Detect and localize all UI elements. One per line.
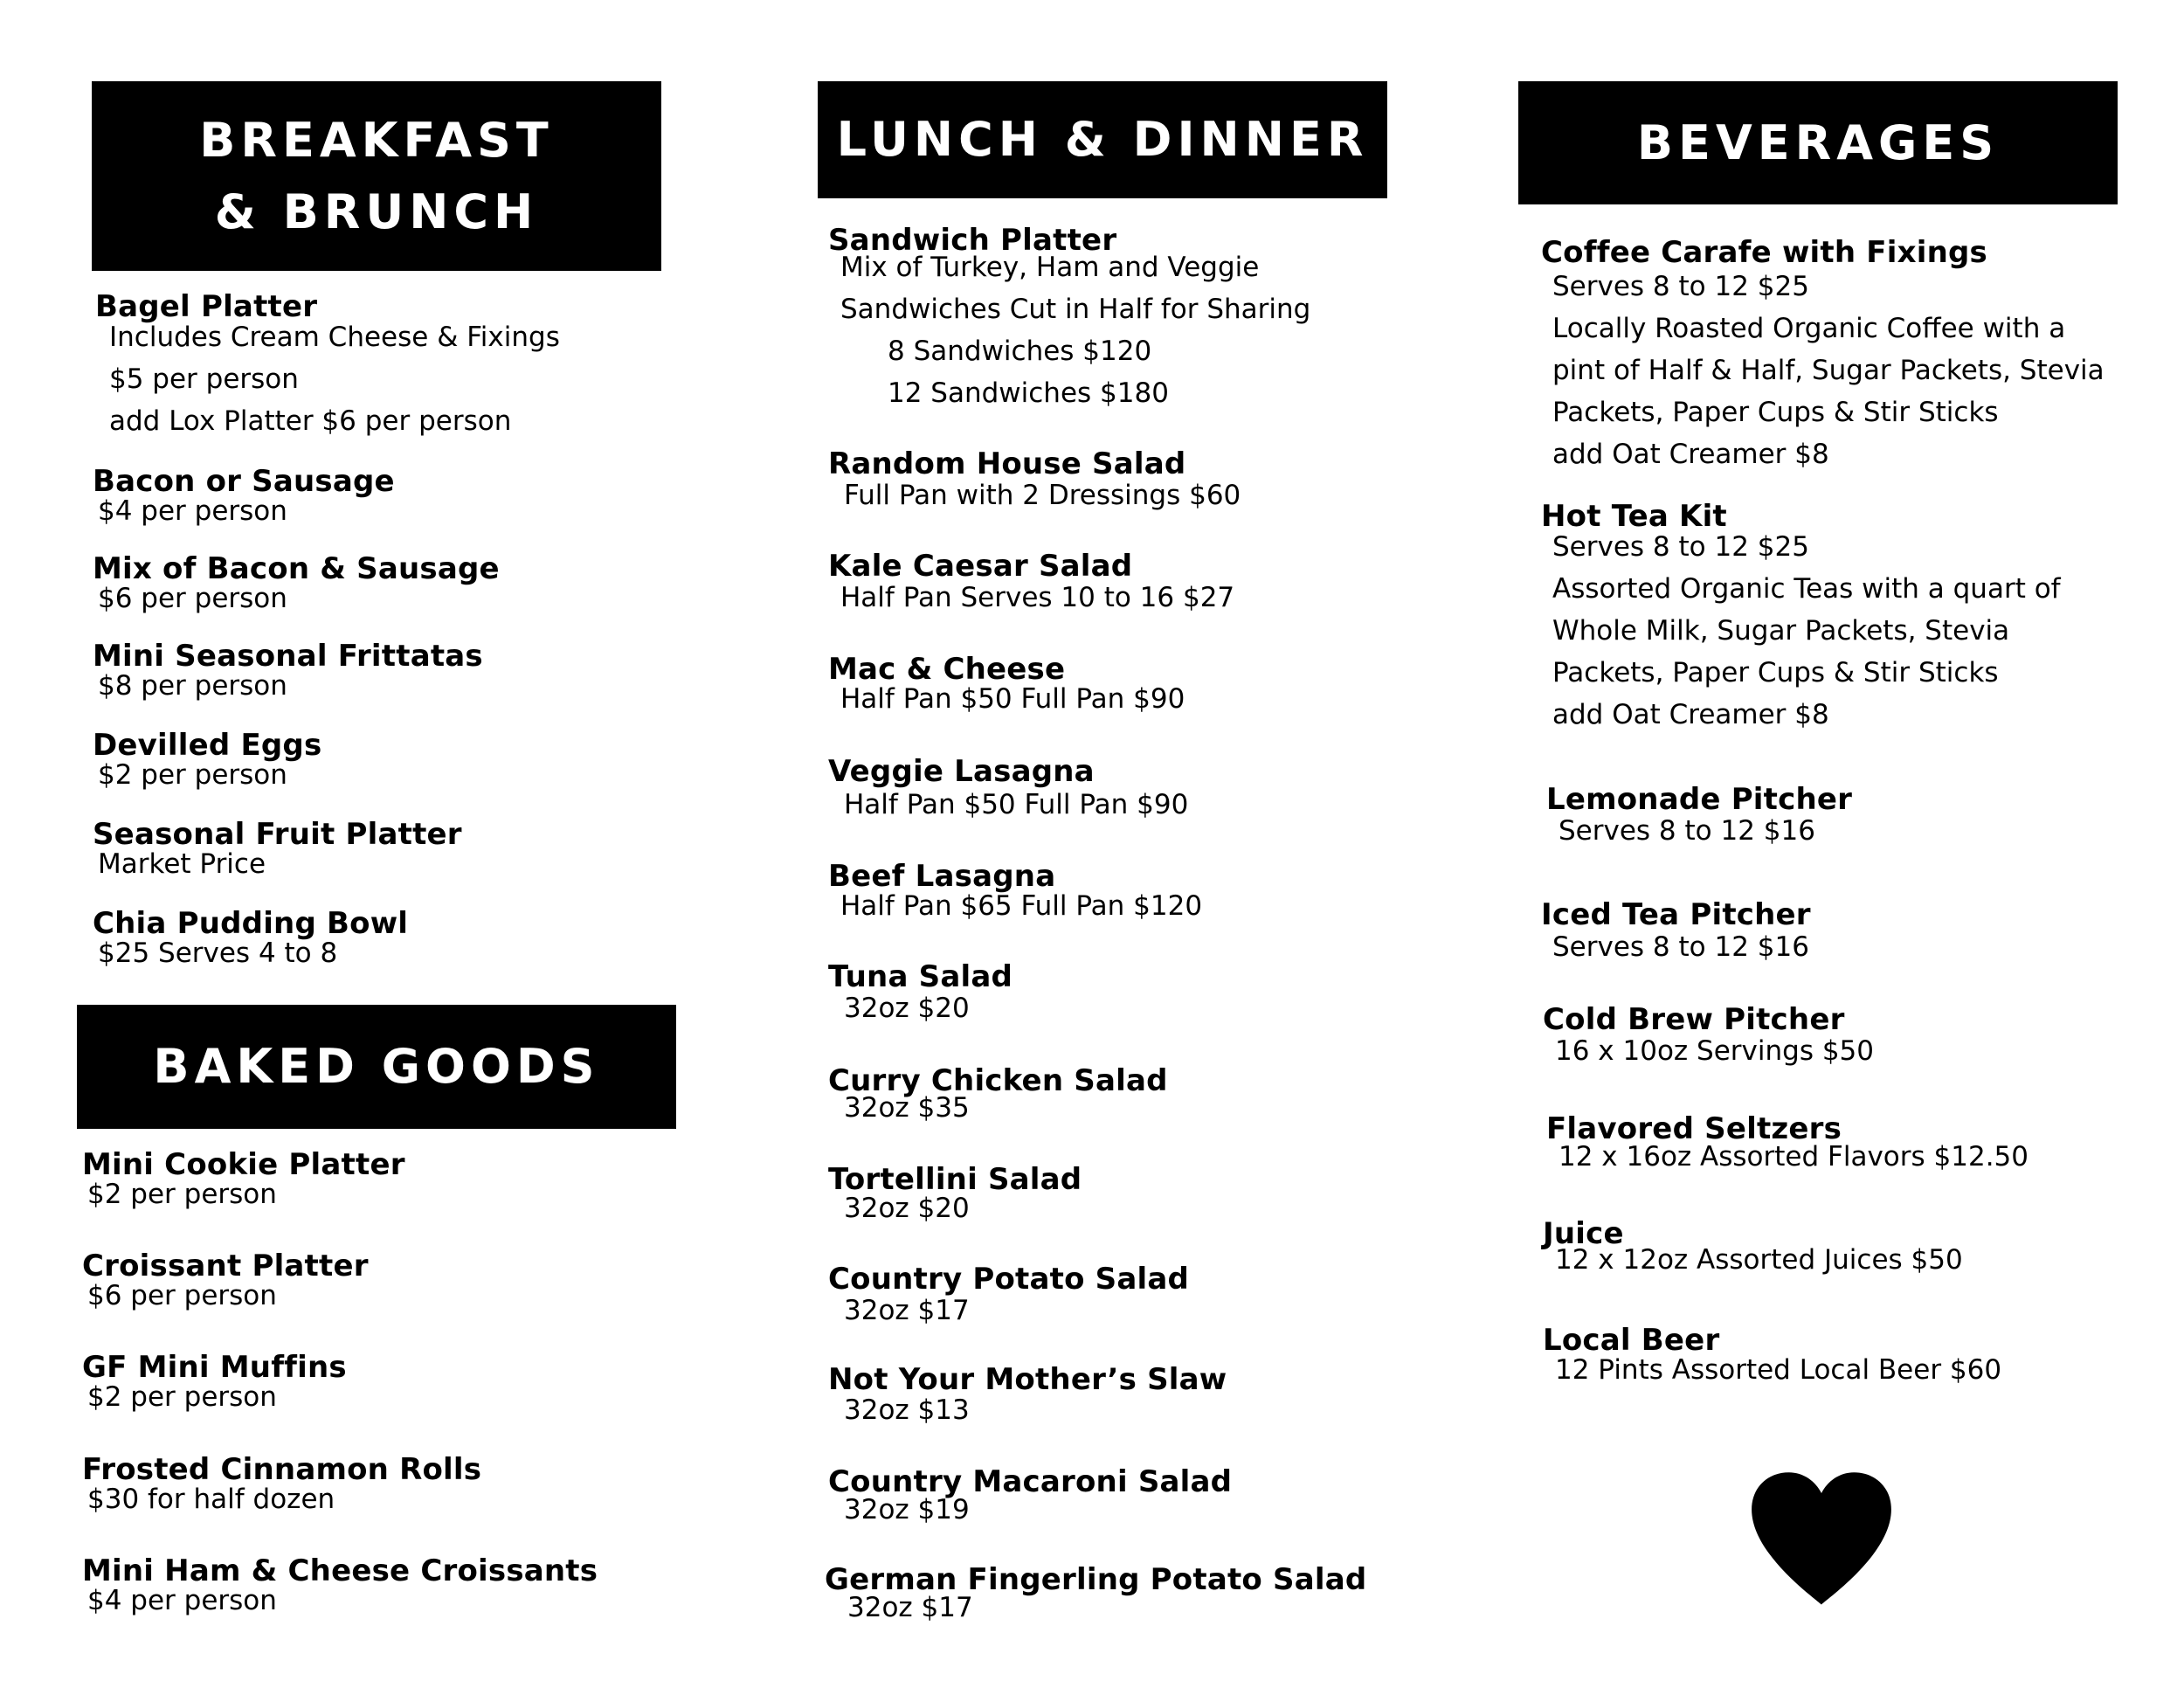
beverages-item-1-detail-0: Serves 8 to 12 $25 (1552, 531, 1809, 563)
beverages-item-0-name: Coffee Carafe with Fixings (1541, 235, 1987, 270)
beverages-item-1-detail-2: Whole Milk, Sugar Packets, Stevia (1552, 615, 2010, 647)
lunch-item-8-detail-0: 32oz $20 (844, 1193, 970, 1224)
beverages-item-1-detail-4: add Oat Creamer $8 (1552, 699, 1829, 730)
baked-item-0-name: Mini Cookie Platter (82, 1147, 405, 1182)
breakfast-item-0-detail-0: Includes Cream Cheese & Fixings (109, 322, 560, 353)
baked-goods-heading-text: BAKED GOODS (153, 1039, 600, 1094)
lunch-item-12-name: German Fingerling Potato Salad (825, 1562, 1367, 1597)
lunch-item-10-detail-0: 32oz $13 (844, 1394, 970, 1426)
lunch-item-1-detail-0: Full Pan with 2 Dressings $60 (844, 480, 1241, 511)
heart-shape (1752, 1472, 1891, 1604)
baked-item-2-detail-0: $2 per person (87, 1381, 277, 1413)
beverages-item-0-detail-4: add Oat Creamer $8 (1552, 439, 1829, 470)
lunch-item-8-name: Tortellini Salad (828, 1162, 1082, 1197)
lunch-item-11-name: Country Macaroni Salad (828, 1464, 1233, 1499)
lunch-item-6-detail-0: 32oz $20 (844, 993, 970, 1024)
beverages-item-4-name: Cold Brew Pitcher (1543, 1002, 1845, 1037)
lunch-item-7-detail-0: 32oz $35 (844, 1092, 970, 1124)
lunch-item-0-detail-3: 12 Sandwiches $180 (888, 377, 1169, 409)
beverages-heading-text: BEVERAGES (1636, 114, 2000, 170)
breakfast-item-5-detail-0: Market Price (98, 848, 266, 880)
beverages-item-4-detail-0: 16 x 10oz Servings $50 (1555, 1035, 1874, 1067)
baked-item-4-detail-0: $4 per person (87, 1585, 277, 1616)
baked-item-3-detail-0: $30 for half dozen (87, 1484, 335, 1515)
baked-item-1-detail-0: $6 per person (87, 1280, 277, 1311)
beverages-item-2-name: Lemonade Pitcher (1546, 782, 1853, 817)
beverages-item-6-name: Juice (1543, 1216, 1624, 1251)
beverages-item-3-name: Iced Tea Pitcher (1541, 897, 1811, 932)
heart-icon (1747, 1468, 1896, 1608)
breakfast-item-2-detail-0: $6 per person (98, 583, 287, 614)
lunch-dinner-heading-text: LUNCH & DINNER (836, 112, 1369, 167)
lunch-item-2-detail-0: Half Pan Serves 10 to 16 $27 (840, 582, 1235, 613)
lunch-item-0-detail-2: 8 Sandwiches $120 (888, 336, 1152, 367)
breakfast-heading (92, 81, 661, 271)
breakfast-item-6-detail-0: $25 Serves 4 to 8 (98, 937, 338, 969)
beverages-item-1-detail-3: Packets, Paper Cups & Stir Sticks (1552, 657, 1999, 688)
breakfast-item-0-detail-2: add Lox Platter $6 per person (109, 405, 512, 437)
beverages-item-7-name: Local Beer (1543, 1323, 1720, 1358)
breakfast-item-4-detail-0: $2 per person (98, 759, 287, 791)
lunch-item-0-detail-1: Sandwiches Cut in Half for Sharing (840, 294, 1311, 325)
beverages-item-2-detail-0: Serves 8 to 12 $16 (1559, 815, 1815, 847)
breakfast-item-3-detail-0: $8 per person (98, 670, 287, 702)
lunch-item-5-detail-0: Half Pan $65 Full Pan $120 (840, 890, 1203, 922)
lunch-item-6-name: Tuna Salad (828, 959, 1013, 994)
lunch-item-11-detail-0: 32oz $19 (844, 1494, 970, 1525)
baked-item-4-name: Mini Ham & Cheese Croissants (82, 1553, 598, 1588)
lunch-item-4-detail-0: Half Pan $50 Full Pan $90 (844, 789, 1189, 820)
beverages-item-6-detail-0: 12 x 12oz Assorted Juices $50 (1555, 1244, 1963, 1276)
lunch-item-12-detail-0: 32oz $17 (847, 1592, 973, 1623)
beverages-item-5-name: Flavored Seltzers (1546, 1111, 1842, 1146)
lunch-item-4-name: Veggie Lasagna (828, 754, 1095, 789)
baked-item-0-detail-0: $2 per person (87, 1179, 277, 1210)
lunch-item-3-name: Mac & Cheese (828, 652, 1066, 687)
lunch-item-0-detail-0: Mix of Turkey, Ham and Veggie (840, 252, 1260, 283)
breakfast-item-0-name: Bagel Platter (95, 289, 318, 324)
lunch-item-2-name: Kale Caesar Salad (828, 549, 1133, 584)
breakfast-heading-line-1: BREAKFAST (199, 112, 554, 168)
lunch-item-9-name: Country Potato Salad (828, 1262, 1190, 1297)
lunch-item-0-name: Sandwich Platter (828, 223, 1117, 258)
beverages-item-0-detail-3: Packets, Paper Cups & Stir Sticks (1552, 397, 1999, 428)
beverages-item-1-detail-1: Assorted Organic Teas with a quart of (1552, 573, 2061, 605)
breakfast-item-4-name: Devilled Eggs (93, 728, 322, 763)
beverages-item-7-detail-0: 12 Pints Assorted Local Beer $60 (1555, 1354, 2002, 1386)
baked-item-1-name: Croissant Platter (82, 1249, 369, 1283)
baked-item-2-name: GF Mini Muffins (82, 1350, 347, 1385)
lunch-item-7-name: Curry Chicken Salad (828, 1063, 1168, 1098)
beverages-item-3-detail-0: Serves 8 to 12 $16 (1552, 931, 1809, 963)
baked-goods-heading (77, 1005, 676, 1129)
lunch-item-1-name: Random House Salad (828, 446, 1186, 481)
baked-item-3-name: Frosted Cinnamon Rolls (82, 1452, 482, 1487)
beverages-item-0-detail-0: Serves 8 to 12 $25 (1552, 271, 1809, 302)
breakfast-item-1-detail-0: $4 per person (98, 495, 287, 527)
breakfast-heading-line-2: & BRUNCH (214, 183, 539, 239)
breakfast-item-2-name: Mix of Bacon & Sausage (93, 551, 500, 586)
breakfast-item-3-name: Mini Seasonal Frittatas (93, 639, 483, 674)
lunch-item-10-name: Not Your Mother’s Slaw (828, 1362, 1227, 1397)
beverages-heading (1518, 81, 2118, 204)
lunch-item-9-detail-0: 32oz $17 (844, 1295, 970, 1326)
beverages-item-0-detail-1: Locally Roasted Organic Coffee with a (1552, 313, 2066, 344)
breakfast-item-6-name: Chia Pudding Bowl (93, 906, 409, 941)
beverages-item-5-detail-0: 12 x 16oz Assorted Flavors $12.50 (1559, 1141, 2028, 1173)
breakfast-item-1-name: Bacon or Sausage (93, 464, 395, 499)
beverages-item-0-detail-2: pint of Half & Half, Sugar Packets, Stevia (1552, 355, 2105, 386)
breakfast-item-5-name: Seasonal Fruit Platter (93, 817, 462, 852)
lunch-item-5-name: Beef Lasagna (828, 859, 1056, 894)
breakfast-item-0-detail-1: $5 per person (109, 363, 299, 395)
lunch-dinner-heading (818, 81, 1387, 198)
lunch-item-3-detail-0: Half Pan $50 Full Pan $90 (840, 683, 1185, 715)
beverages-item-1-name: Hot Tea Kit (1541, 499, 1727, 534)
